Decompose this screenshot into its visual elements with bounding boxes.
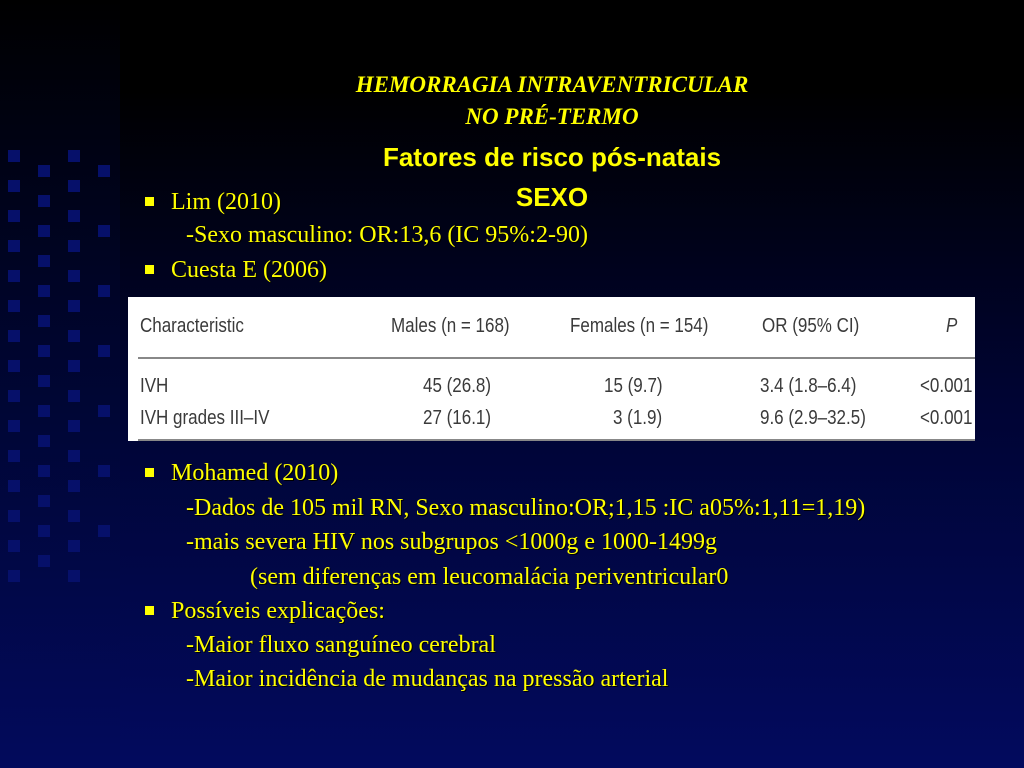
decorative-square: [68, 390, 80, 402]
bullet-mohamed: [145, 456, 338, 490]
decorative-square: [68, 330, 80, 342]
decorative-square: [8, 270, 20, 282]
decorative-square: [38, 315, 50, 327]
table-cell: <0.001: [920, 375, 973, 397]
sub-point: -Dados de 105 mil RN, Sexo masculino:OR;1,15 :IC a05%:1,11=1,19): [186, 495, 866, 521]
decorative-square: [8, 390, 20, 402]
table-header-cell: Females (n = 154): [570, 315, 709, 337]
decorative-square: [98, 345, 110, 357]
decorative-square: [8, 510, 20, 522]
table-cell: <0.001: [920, 407, 973, 429]
decorative-square: [8, 450, 20, 462]
decorative-square: [38, 375, 50, 387]
decorative-square: [38, 525, 50, 537]
bullet-explicacoes: [145, 594, 385, 628]
decorative-square: [98, 405, 110, 417]
decorative-square: [68, 450, 80, 462]
bullet-square-icon: [145, 606, 154, 615]
decorative-square: [38, 165, 50, 177]
sub-point: -Maior fluxo sanguíneo cerebral: [186, 632, 496, 658]
decorative-square: [98, 465, 110, 477]
table-header-cell: Males (n = 168): [391, 315, 510, 337]
sub-point: -mais severa HIV nos subgrupos <1000g e 1000-1499g: [186, 529, 718, 555]
decorative-square: [38, 465, 50, 477]
decorative-square: [68, 210, 80, 222]
decorative-square: [38, 495, 50, 507]
decorative-square: [68, 180, 80, 192]
bullet-square-icon: [145, 468, 154, 477]
table-cell: 27 (16.1): [423, 407, 492, 429]
table-rule: [138, 357, 975, 359]
slide-title-line2: NO PRÉ-TERMO: [465, 104, 639, 129]
decorative-square: [68, 240, 80, 252]
decorative-left-strip: [0, 0, 120, 768]
sub-point: -Maior incidência de mudanças na pressão arterial: [186, 666, 669, 692]
slide-subtitle-line1: Fatores de risco pós-natais: [382, 142, 722, 172]
decorative-square: [8, 480, 20, 492]
bullet-text: Lim (2010): [171, 189, 281, 215]
sub-point: -Sexo masculino: OR:13,6 (IC 95%:2-90): [186, 222, 588, 248]
table-cell: 9.6 (2.9–32.5): [760, 407, 866, 429]
table-header-cell: P: [946, 315, 958, 337]
decorative-square: [68, 300, 80, 312]
bullet-square-icon: [145, 197, 154, 206]
decorative-square: [68, 510, 80, 522]
decorative-square: [68, 540, 80, 552]
bullet-square-icon: [145, 265, 154, 274]
bullet-text: Cuesta E (2006): [171, 257, 327, 283]
decorative-square: [38, 255, 50, 267]
decorative-square: [8, 330, 20, 342]
slide-subtitle-line2: SEXO: [515, 182, 589, 212]
decorative-square: [98, 525, 110, 537]
decorative-square: [38, 285, 50, 297]
decorative-square: [8, 540, 20, 552]
table-cell: 3.4 (1.8–6.4): [760, 375, 857, 397]
decorative-square: [38, 345, 50, 357]
decorative-square: [38, 225, 50, 237]
slide-title-line1: HEMORRAGIA INTRAVENTRICULAR: [355, 72, 749, 97]
table-cell: 3 (1.9): [613, 407, 663, 429]
table-cell: IVH: [140, 375, 169, 397]
decorative-square: [8, 570, 20, 582]
table-header-cell: Characteristic: [140, 315, 244, 337]
decorative-square: [68, 480, 80, 492]
decorative-square: [98, 285, 110, 297]
decorative-square: [68, 570, 80, 582]
decorative-square: [68, 420, 80, 432]
sub-point: (sem diferenças em leucomalácia periventricular0: [250, 564, 729, 590]
decorative-square: [8, 300, 20, 312]
table-rule: [138, 439, 975, 441]
table-header-cell: OR (95% CI): [762, 315, 860, 337]
decorative-square: [8, 240, 20, 252]
decorative-square: [68, 150, 80, 162]
decorative-square: [38, 435, 50, 447]
decorative-square: [98, 225, 110, 237]
decorative-square: [8, 210, 20, 222]
bullet-text: Possíveis explicações:: [171, 598, 385, 624]
decorative-square: [38, 405, 50, 417]
decorative-square: [8, 420, 20, 432]
bullet-lim: [145, 185, 281, 219]
decorative-square: [68, 360, 80, 372]
table-cell: 15 (9.7): [604, 375, 663, 397]
decorative-square: [8, 360, 20, 372]
table-cell: IVH grades III–IV: [140, 407, 270, 429]
decorative-square: [8, 180, 20, 192]
study-table-image: [128, 297, 975, 441]
decorative-square: [98, 165, 110, 177]
decorative-square: [8, 150, 20, 162]
decorative-square: [68, 270, 80, 282]
bullet-text: Mohamed (2010): [171, 460, 339, 486]
decorative-square: [38, 555, 50, 567]
decorative-square: [38, 195, 50, 207]
bullet-cuesta: [145, 253, 327, 287]
table-cell: 45 (26.8): [423, 375, 492, 397]
